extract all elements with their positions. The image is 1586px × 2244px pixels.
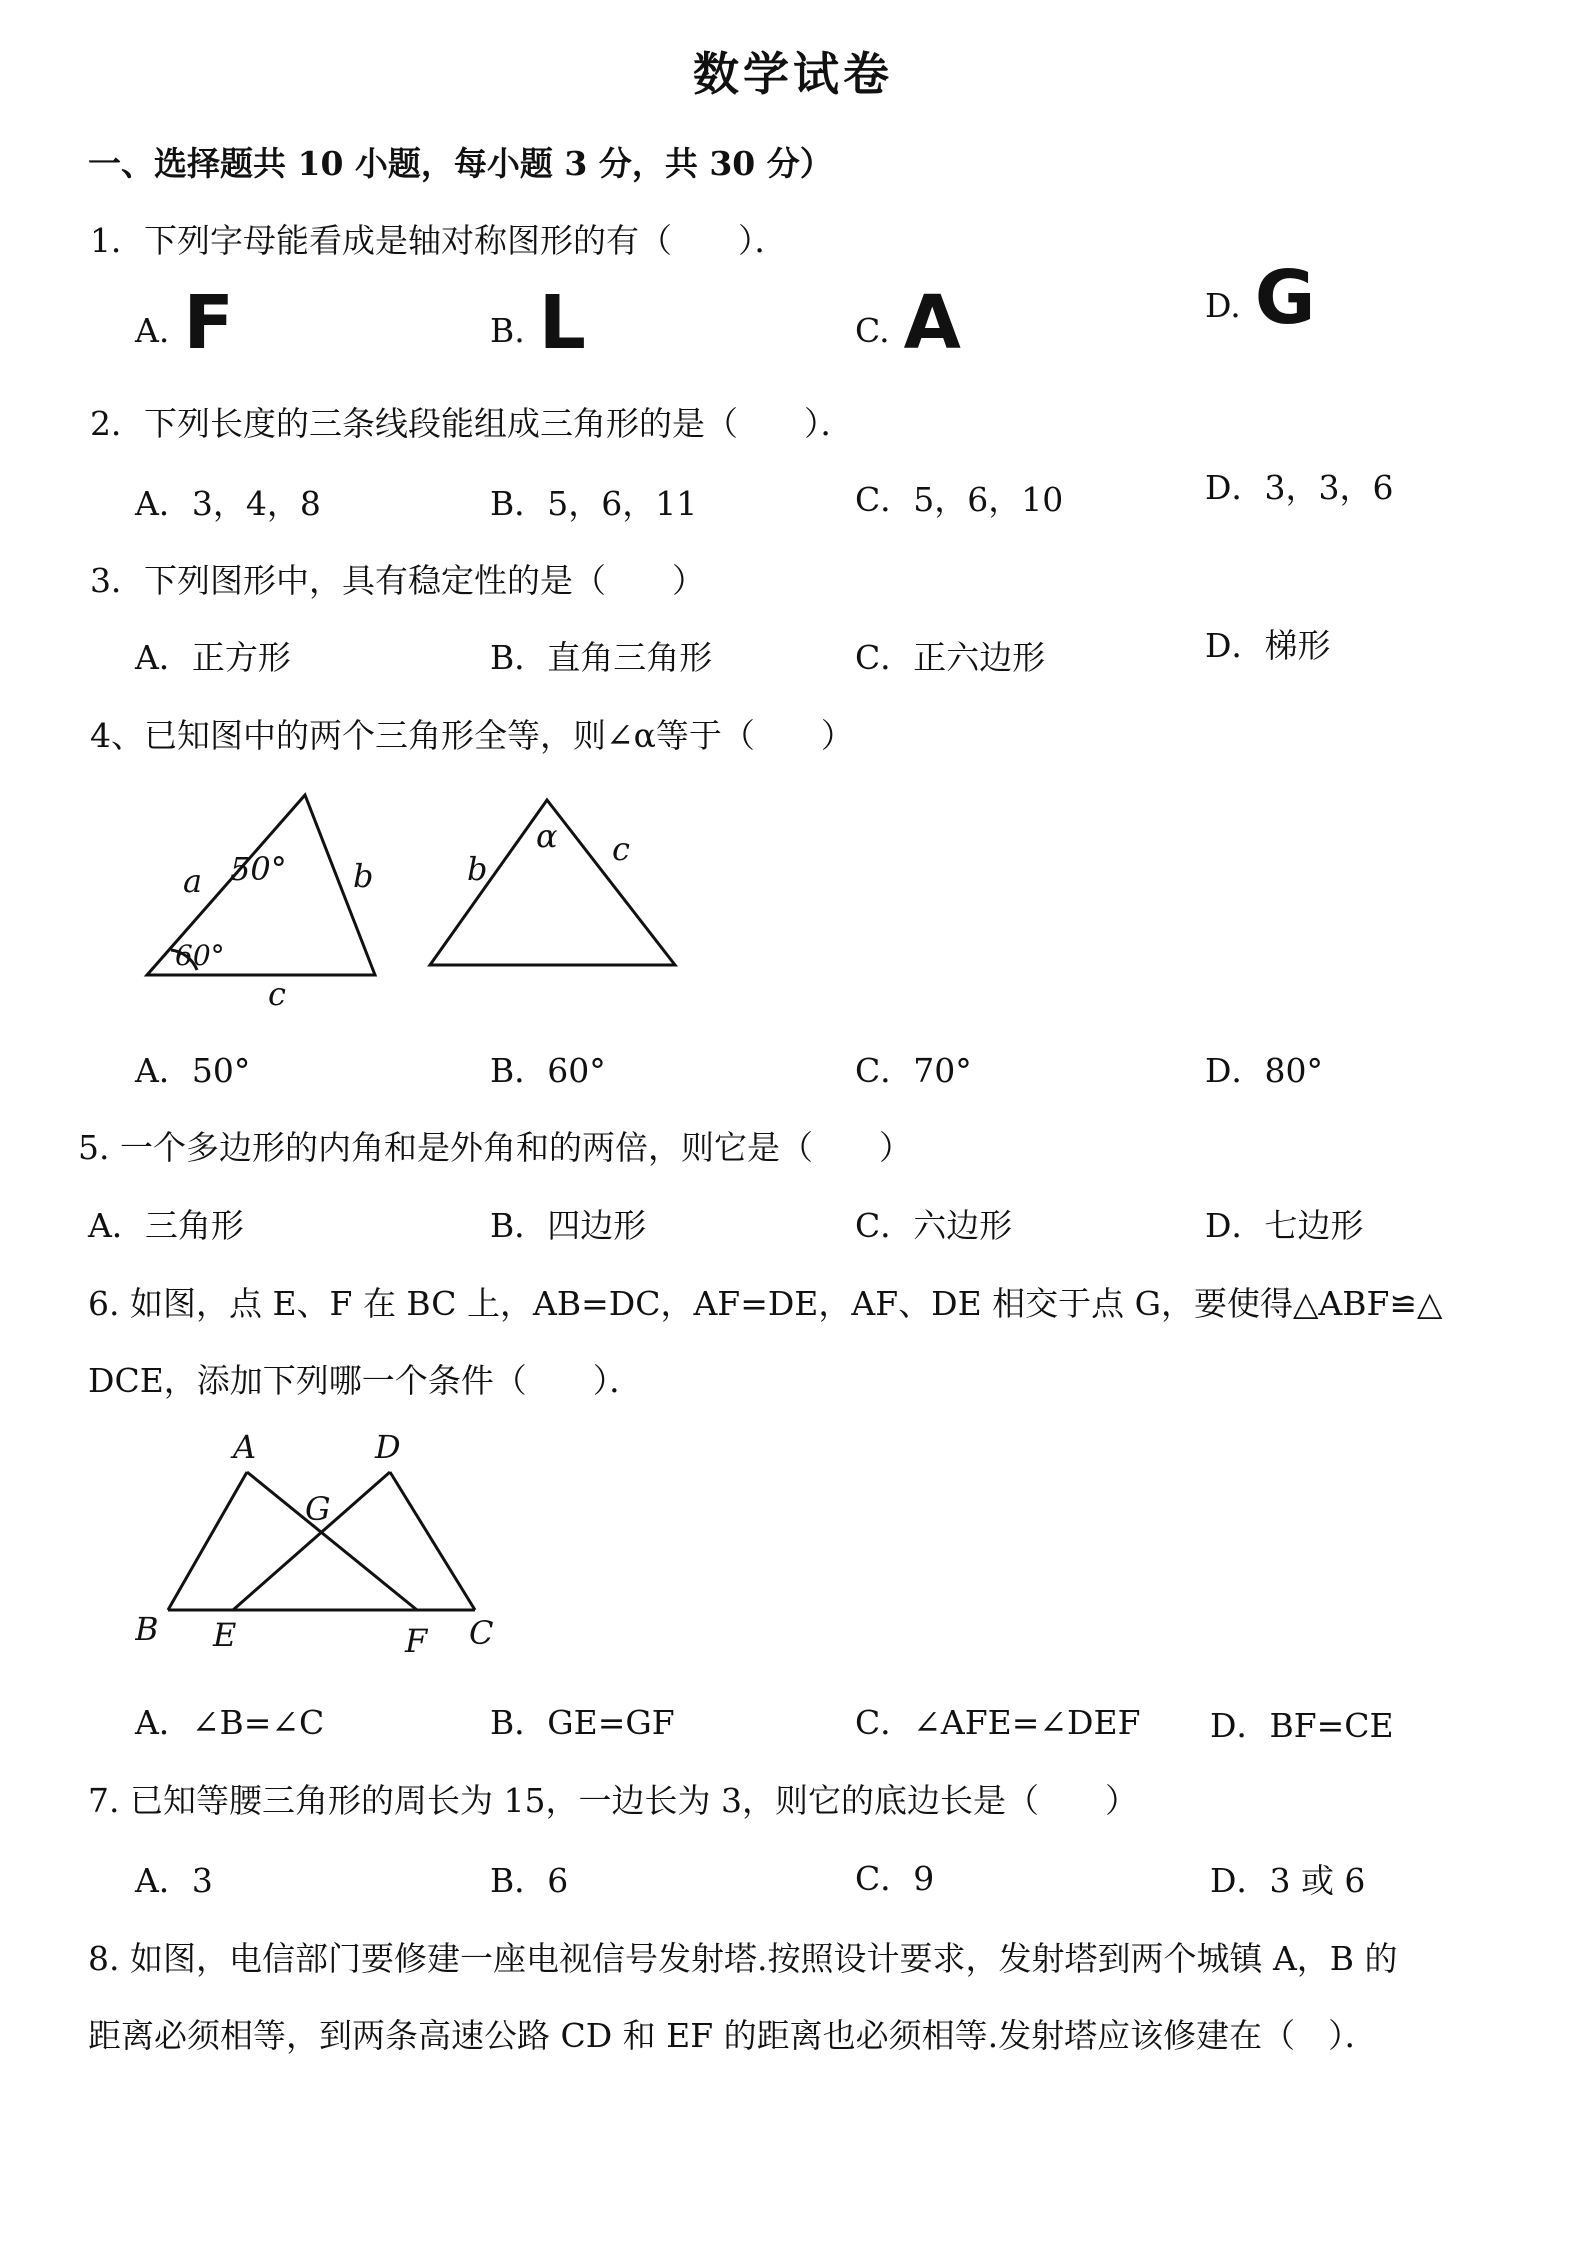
point-e-label: E bbox=[213, 1616, 237, 1654]
question-5-stem: 5. 一个多边形的内角和是外角和的两倍，则它是（ ） bbox=[78, 1128, 912, 1167]
option-label: B. bbox=[490, 311, 525, 350]
q2-option-d: D．3，3，6 bbox=[1205, 468, 1394, 507]
q2-option-a: A．3，4，8 bbox=[135, 484, 321, 523]
option-label: D. bbox=[1205, 286, 1241, 325]
point-c-label: C bbox=[469, 1614, 494, 1652]
q5-option-b: B．四边形 bbox=[490, 1206, 647, 1245]
q3-option-c: C．正六边形 bbox=[855, 638, 1046, 677]
question-8-stem-line1: 8. 如图，电信部门要修建一座电视信号发射塔.按照设计要求，发射塔到两个城镇 A，B 的 bbox=[88, 1939, 1398, 1978]
option-label: C. bbox=[855, 311, 890, 350]
point-f-label: F bbox=[405, 1622, 428, 1660]
tri1-side-a: a bbox=[183, 862, 203, 900]
q1-option-d bbox=[1205, 255, 1316, 341]
q6-option-b: B．GE=GF bbox=[490, 1703, 675, 1742]
q5-option-a: A．三角形 bbox=[88, 1206, 244, 1245]
question-6-stem-line2: DCE，添加下列哪一个条件（ ）． bbox=[88, 1361, 643, 1400]
option-letter: A bbox=[903, 280, 961, 366]
point-b-label: B bbox=[135, 1610, 159, 1648]
q4-option-b: B．60° bbox=[490, 1051, 606, 1090]
option-label: A. bbox=[135, 311, 170, 350]
option-letter: G bbox=[1254, 255, 1316, 341]
question-4-stem: 4、已知图中的两个三角形全等，则∠α等于（ ） bbox=[90, 716, 854, 755]
q4-option-d: D．80° bbox=[1205, 1051, 1323, 1090]
question-7-stem: 7. 已知等腰三角形的周长为 15，一边长为 3，则它的底边长是（ ） bbox=[88, 1781, 1138, 1820]
segment-dc bbox=[390, 1472, 475, 1610]
q3-option-d: D．梯形 bbox=[1205, 626, 1331, 665]
question-2-stem: 2．下列长度的三条线段能组成三角形的是（ ）． bbox=[90, 404, 854, 443]
tri1-side-c: c bbox=[268, 975, 286, 1010]
q7-option-d: D．3 或 6 bbox=[1210, 1861, 1366, 1900]
question-1-stem: 1．下列字母能看成是轴对称图形的有（ ）． bbox=[90, 221, 788, 260]
q4-option-a: A．50° bbox=[135, 1051, 251, 1090]
tri2-side-b: b bbox=[467, 850, 488, 888]
segment-af bbox=[247, 1472, 417, 1610]
tri1-side-b: b bbox=[353, 857, 374, 895]
q7-option-c: C．9 bbox=[855, 1859, 935, 1898]
q6-option-a: A．∠B=∠C bbox=[135, 1703, 325, 1742]
q1-option-c bbox=[855, 280, 961, 366]
point-a-label: A bbox=[233, 1428, 257, 1466]
tri2-angle-alpha: α bbox=[536, 817, 558, 855]
q4-option-c: C．70° bbox=[855, 1051, 972, 1090]
question-8-stem-line2: 距离必须相等，到两条高速公路 CD 和 EF 的距离也必须相等.发射塔应该修建在（ ）． bbox=[88, 2016, 1378, 2055]
q6-option-c: C．∠AFE=∠DEF bbox=[855, 1703, 1141, 1742]
section-heading: 一、选择题共 10 小题，每小题 3 分，共 30 分） bbox=[88, 144, 833, 183]
point-d-label: D bbox=[375, 1428, 401, 1466]
question-3-stem: 3．下列图形中，具有稳定性的是（ ） bbox=[90, 561, 705, 600]
q7-option-a: A．3 bbox=[135, 1861, 213, 1900]
tri1-angle-top: 50° bbox=[230, 850, 287, 888]
option-letter: L bbox=[538, 280, 586, 366]
tri1-angle-left: 60° bbox=[175, 939, 225, 972]
segment-ab bbox=[168, 1472, 247, 1610]
q6-option-d: D．BF=CE bbox=[1210, 1706, 1394, 1745]
triangles-abf-dce-figure bbox=[135, 1420, 535, 1660]
q5-option-c: C．六边形 bbox=[855, 1206, 1013, 1245]
q7-option-b: B．6 bbox=[490, 1861, 569, 1900]
question-6-stem-line1: 6. 如图，点 E、F 在 BC 上，AB=DC，AF=DE，AF、DE 相交于点 G，要使得△ABF≌△ bbox=[88, 1284, 1443, 1323]
q1-option-a bbox=[135, 280, 234, 366]
congruent-triangles-figure bbox=[135, 780, 695, 1010]
q2-option-b: B．5，6，11 bbox=[490, 484, 698, 523]
q3-option-a: A．正方形 bbox=[135, 638, 291, 677]
q2-option-c: C．5，6，10 bbox=[855, 480, 1064, 519]
point-g-label: G bbox=[305, 1490, 331, 1528]
q3-option-b: B．直角三角形 bbox=[490, 638, 713, 677]
q5-option-d: D．七边形 bbox=[1205, 1206, 1364, 1245]
tri2-side-c: c bbox=[612, 830, 630, 868]
page-title: 数学试卷 bbox=[693, 47, 893, 101]
q1-option-b bbox=[490, 280, 586, 366]
option-letter: F bbox=[183, 280, 234, 366]
